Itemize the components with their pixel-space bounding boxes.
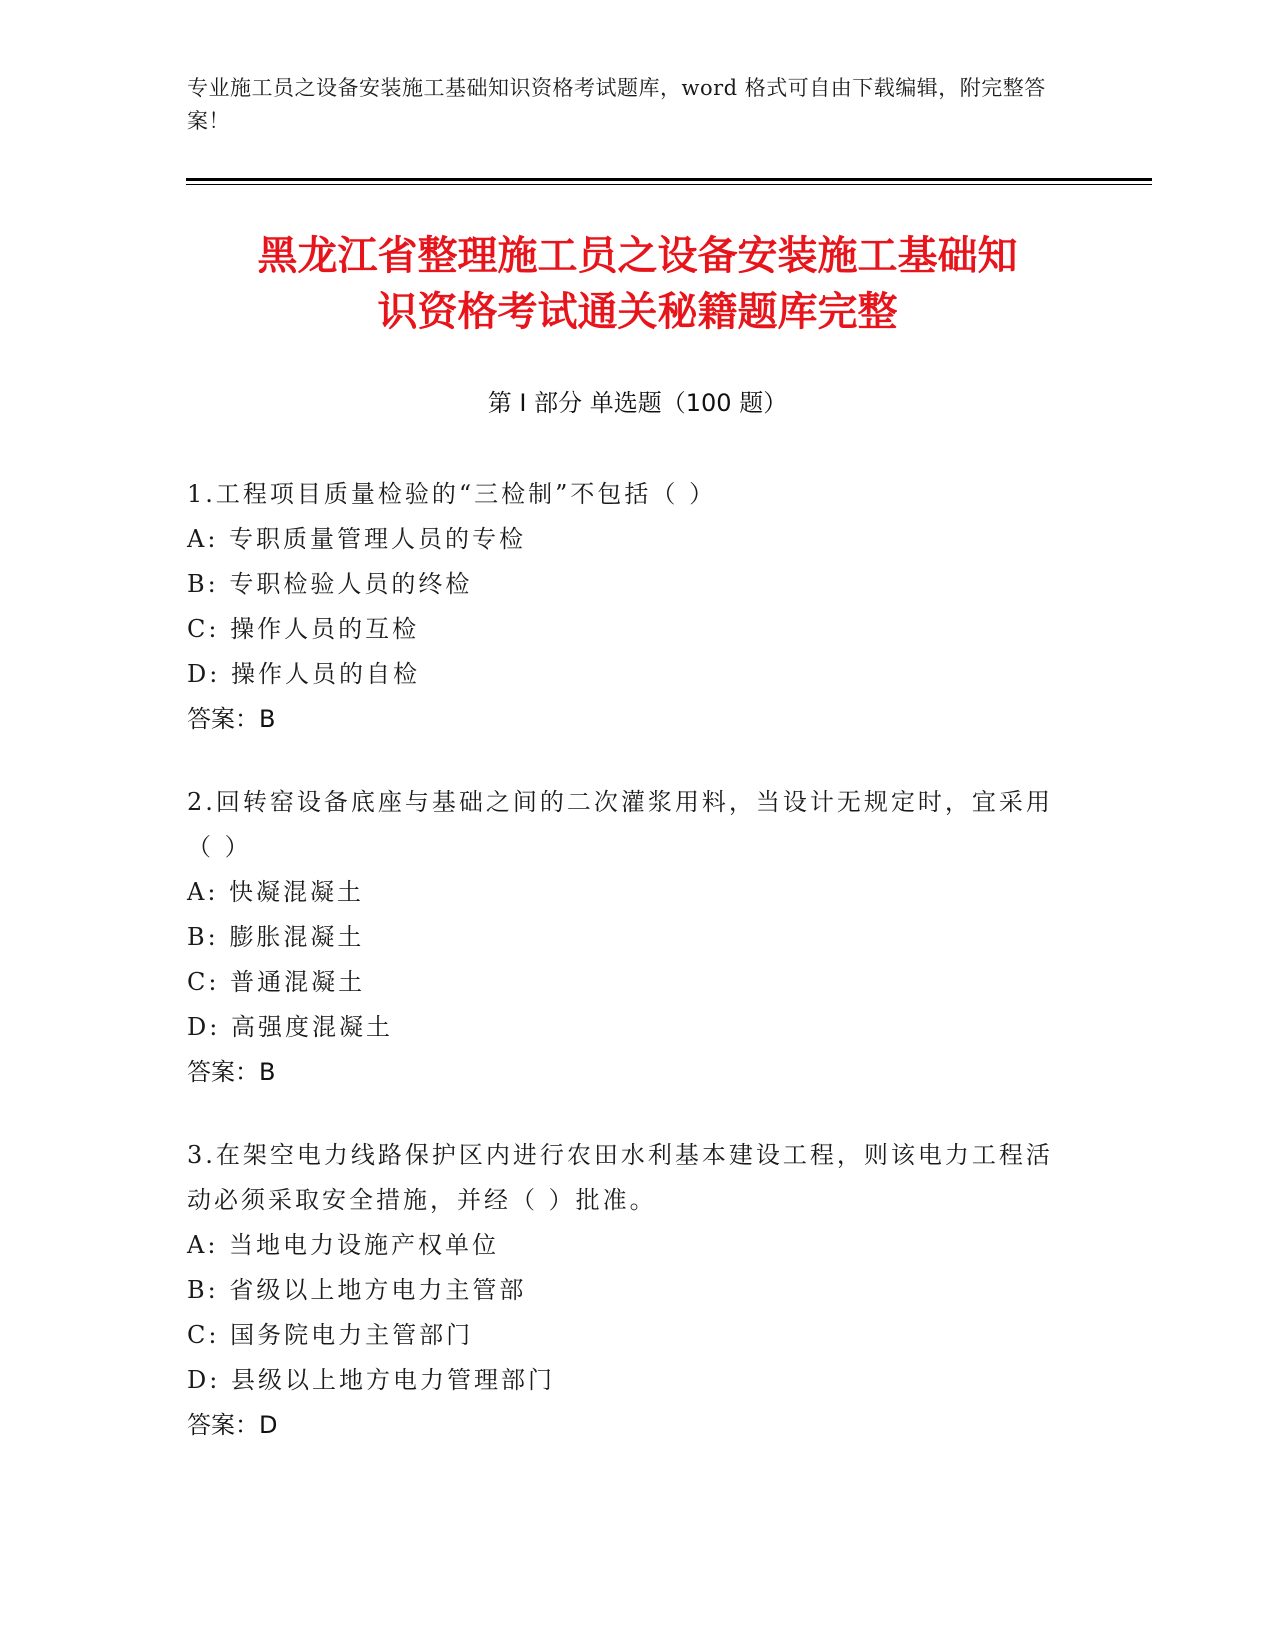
document-title-line-2: 识资格考试通关秘籍题库完整 xyxy=(377,289,898,335)
answer-line: 答案：D xyxy=(187,1411,278,1439)
header-rule-thick xyxy=(186,178,1152,181)
question-3 xyxy=(187,1133,1067,1448)
question-stem: 3.在架空电力线路保护区内进行农田水利基本建设工程，则该电力工程活动必须采取安全措施，并经（ ）批准。 xyxy=(187,1141,1053,1214)
option-c: C: 普通混凝土 xyxy=(187,968,366,996)
option-a: A: 专职质量管理人员的专检 xyxy=(187,525,527,553)
question-stem: 2.回转窑设备底座与基础之间的二次灌浆用料，当设计无规定时，宜采用（ ） xyxy=(187,788,1053,861)
option-c: C: 操作人员的互检 xyxy=(187,615,420,643)
option-c: C: 国务院电力主管部门 xyxy=(187,1321,474,1349)
option-a: A: 快凝混凝土 xyxy=(187,878,365,906)
document-title xyxy=(150,228,1125,340)
header-rule-thin xyxy=(186,184,1152,185)
answer-line: 答案：B xyxy=(187,705,276,733)
option-b: B: 膨胀混凝土 xyxy=(187,923,365,951)
question-1 xyxy=(187,472,1067,742)
option-d: D: 县级以上地方电力管理部门 xyxy=(187,1366,555,1394)
document-title-line-1: 黑龙江省整理施工员之设备安装施工基础知 xyxy=(257,233,1018,279)
option-b: B: 专职检验人员的终检 xyxy=(187,570,473,598)
question-stem: 1.工程项目质量检验的“三检制”不包括（ ） xyxy=(187,480,717,508)
option-b: B: 省级以上地方电力主管部 xyxy=(187,1276,527,1304)
question-2 xyxy=(187,780,1067,1095)
section-heading: 第 I 部分 单选题（100 题） xyxy=(487,389,788,417)
answer-line: 答案：B xyxy=(187,1058,276,1086)
question-list xyxy=(187,472,1067,1486)
option-d: D: 高强度混凝土 xyxy=(187,1013,393,1041)
option-d: D: 操作人员的自检 xyxy=(187,660,420,688)
option-a: A: 当地电力设施产权单位 xyxy=(187,1231,500,1259)
header-note: 专业施工员之设备安装施工基础知识资格考试题库，word 格式可自由下载编辑，附完整答案！ xyxy=(187,76,1046,133)
